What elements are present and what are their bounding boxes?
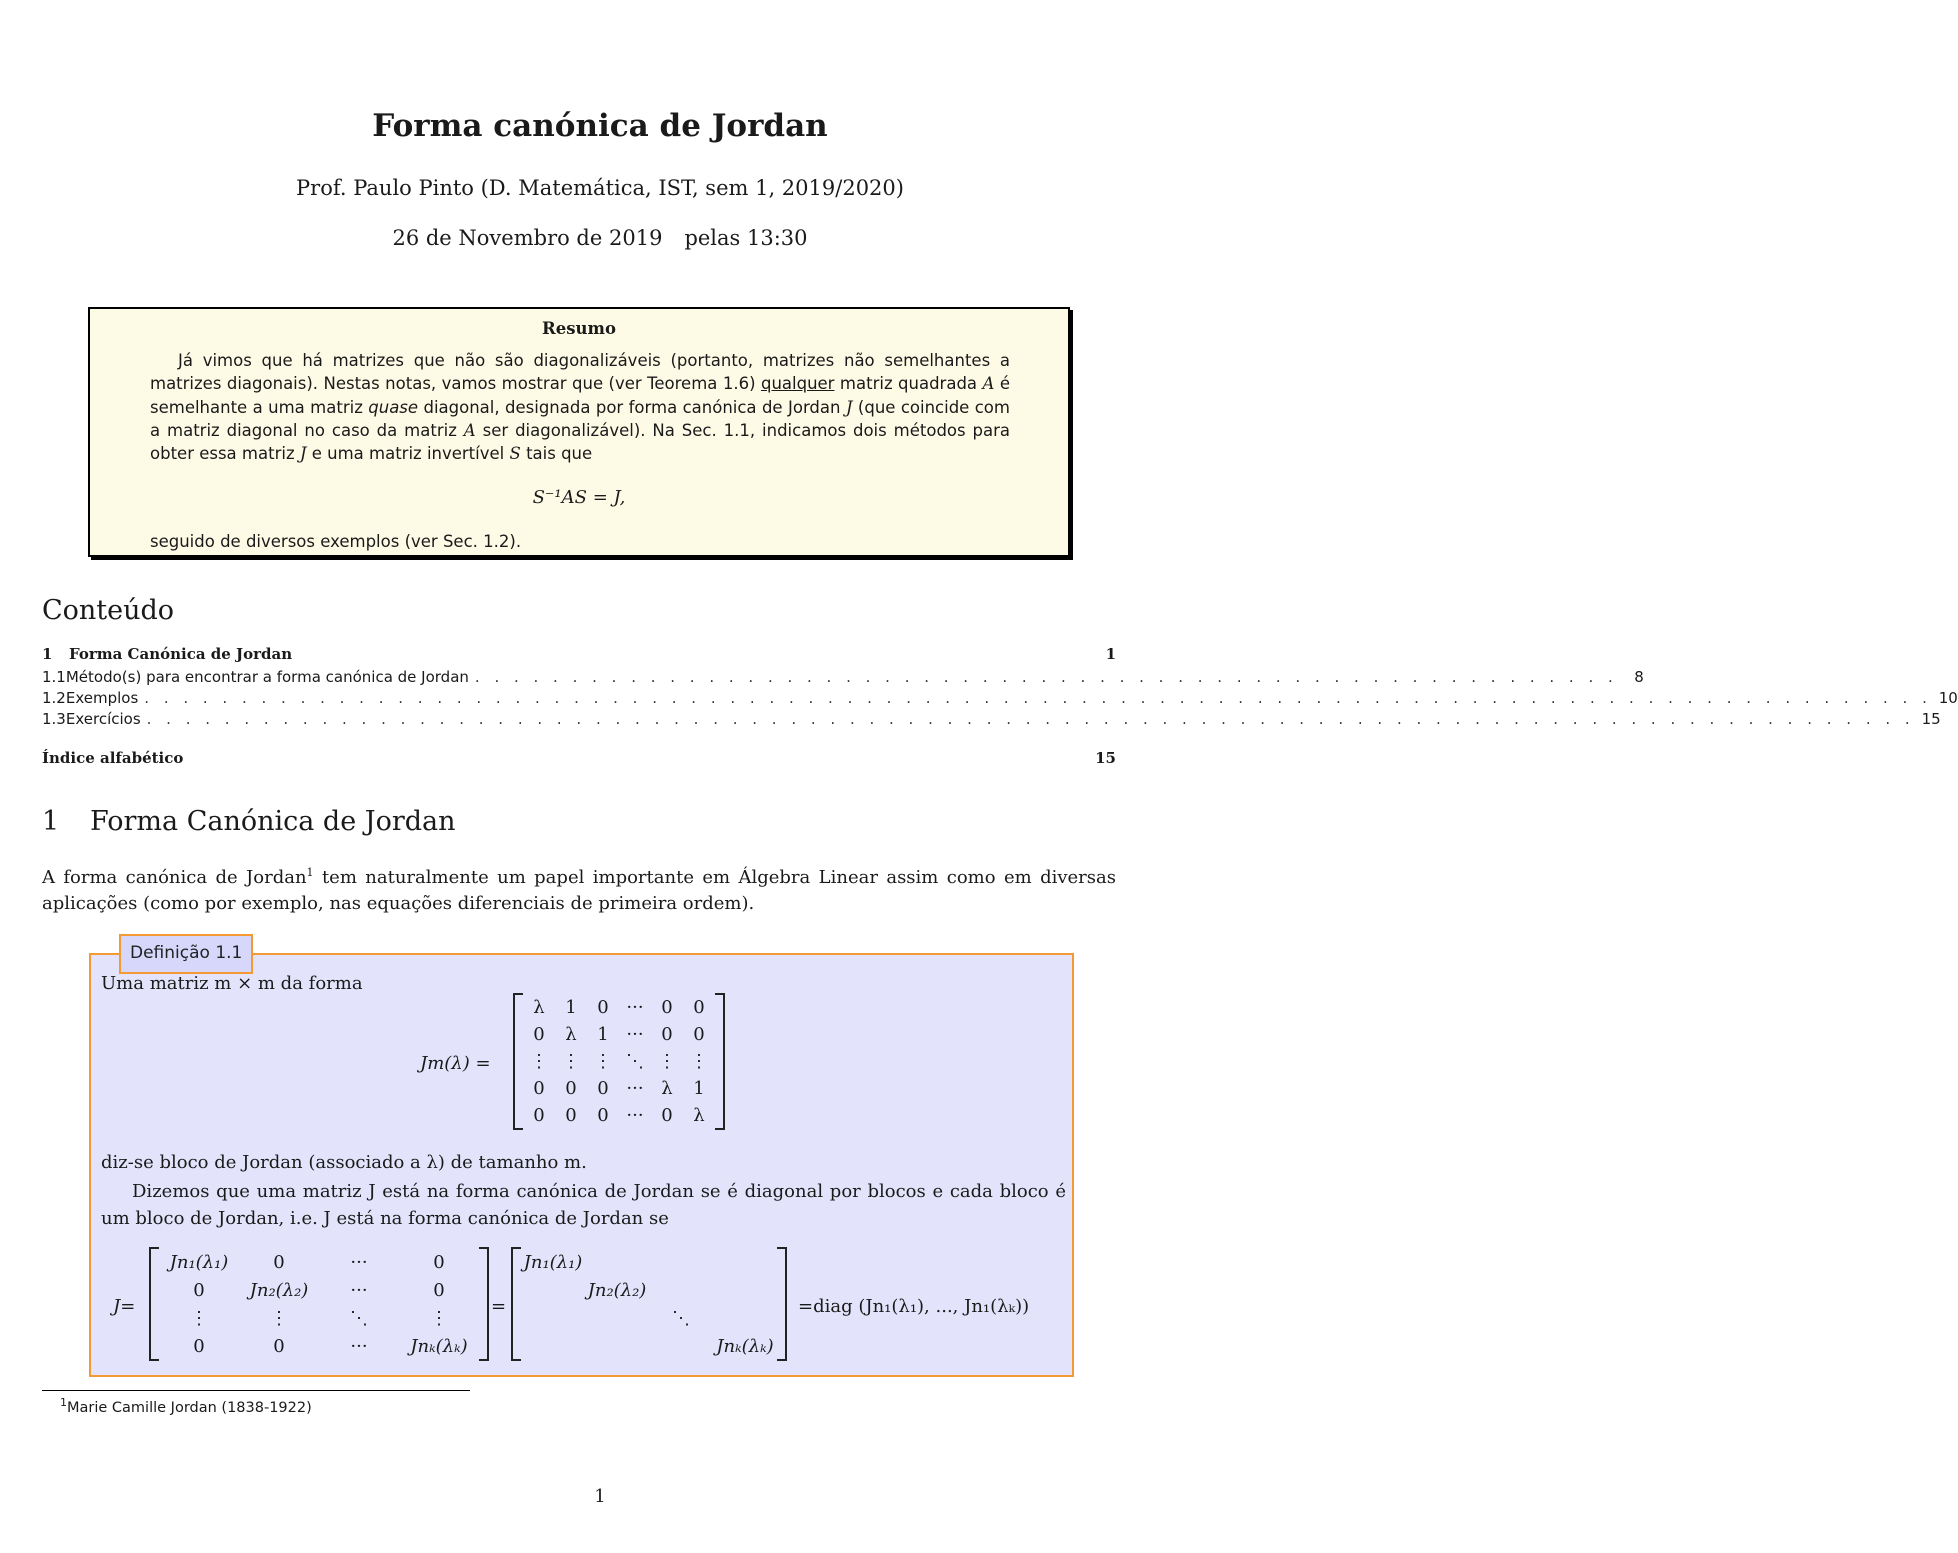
toc-label: Método(s) para encontrar a forma canónica de Jordan xyxy=(65,668,469,686)
matrix-cell: ··· xyxy=(350,1251,368,1273)
matrix-cell: ⋮ xyxy=(270,1307,288,1329)
matrix-cell: ⋮ xyxy=(530,1051,548,1072)
matrix-cell: ··· xyxy=(626,997,644,1018)
matrix-cell xyxy=(713,1276,777,1304)
matrix-cell: ⋮ xyxy=(430,1307,448,1329)
toc-entry-1-2[interactable] xyxy=(42,689,1958,709)
toc-number: 1.2 xyxy=(42,689,66,707)
author-line: Prof. Paulo Pinto (D. Matemática, IST, sem 1, 2019/2020) xyxy=(296,176,904,200)
toc-leader-dots: . . . . . . . . . . . . . . . . . . . . . . . . . . . . . . . . . . . . . . . . . . . . . . . . . . . . . . . . . . . . . . . . . . . . . . . . . . . . . . . . . . . . . . . . . . . . xyxy=(144,689,1932,707)
matrix-cell: Jn₁(λ₁) xyxy=(169,1251,229,1273)
abstract-body: Já vimos que há matrizes que não são diagonalizáveis (portanto, matrizes não semelhantes a matrizes diagonais). Nestas notas, vamos mostrar que (ver Teorema 1.6) qualquer matriz quadrada A é semelhante a uma matriz quase diagonal, designada por forma canónica de Jordan J (que coincide com a matriz diagonal no caso da matriz A ser diagonalizável). Na Sec. 1.1, indicamos dois métodos para obter essa matriz J e uma matriz invertível S tais que xyxy=(150,351,1011,464)
matrix-cell: ⋮ xyxy=(594,1051,612,1072)
matrix-cell xyxy=(521,1276,585,1304)
matrix-cell: 0 xyxy=(273,1335,285,1357)
matrix-cell: λ xyxy=(565,1024,577,1045)
footnote-text: Marie Camille Jordan (1838-1922) xyxy=(67,1399,312,1416)
date: 26 de Novembro de 2019 xyxy=(392,226,663,250)
date-line xyxy=(0,226,1200,250)
matrix-cell: 0 xyxy=(661,1024,673,1045)
matrix-cell: ··· xyxy=(626,1078,644,1099)
matrix-left-bracket xyxy=(512,1248,521,1360)
toc-entry-1-3[interactable] xyxy=(42,710,1941,730)
matrix-cell: λ xyxy=(533,997,545,1018)
underlined-word: qualquer xyxy=(760,374,835,394)
matrix-cell: 0 xyxy=(533,1105,545,1126)
matrix-cell: 0 xyxy=(193,1279,205,1301)
matrix-cell xyxy=(713,1304,777,1332)
matrix-cell: ··· xyxy=(350,1335,368,1357)
matrix-cell xyxy=(585,1304,649,1332)
toc-number: 1.1 xyxy=(42,668,66,686)
toc-entry-index[interactable] xyxy=(42,749,1116,769)
toc-leader-dots: . . . . . . . . . . . . . . . . . . . . . . . . . . . . . . . . . . . . . . . . . . . . . . . . . . . . . . . . . . . xyxy=(474,668,1618,686)
matrix-cell: 0 xyxy=(565,1105,577,1126)
matrix-cell xyxy=(521,1332,585,1360)
equals-sign: = xyxy=(491,1296,507,1317)
matrix-cell: ⋮ xyxy=(190,1307,208,1329)
matrix-cell: Jn₁(λ₁) xyxy=(523,1251,583,1273)
matrix-cell xyxy=(649,1332,713,1360)
page-number: 1 xyxy=(594,1486,606,1507)
abstract-box xyxy=(88,307,1070,557)
matrix-cell: 0 xyxy=(433,1279,445,1301)
matrix-cell: 0 xyxy=(565,1078,577,1099)
matrix-cell: ··· xyxy=(626,1024,644,1045)
matrix-cell: 1 xyxy=(693,1078,705,1099)
matrix-cell xyxy=(649,1248,713,1276)
matrix-cell: 0 xyxy=(533,1024,545,1045)
abstract-closing: seguido de diversos exemplos (ver Sec. 1.2). xyxy=(150,532,522,551)
toc-heading: Conteúdo xyxy=(42,595,175,626)
matrix-left-bracket xyxy=(514,994,523,1129)
abstract-text: Já vimos que há matrizes que não são diagonalizáveis (portanto, matrizes não semelhantes a matrizes diagonais). Nestas notas, vamos mostrar que (ver Teorema 1.6) xyxy=(150,351,1010,394)
toc-number: 1 xyxy=(42,645,53,663)
abstract-text: ser diagonalizável). Na Sec. 1.1, indicamos dois métodos para obter essa matriz xyxy=(150,420,1010,464)
jordan-form-matrix xyxy=(149,1247,489,1361)
matrix-cell xyxy=(713,1248,777,1276)
definition-line-3: Dizemos que uma matriz J está na forma canónica de Jordan se é diagonal por blocos e cada bloco é um bloco de Jordan, i.e. J está na forma canónica de Jordan se xyxy=(101,1181,1066,1229)
matrix-cell: λ xyxy=(693,1105,705,1126)
matrix-right-bracket xyxy=(715,994,724,1129)
definition-line-2: diz-se bloco de Jordan (associado a λ) de tamanho m. xyxy=(101,1152,587,1173)
matrix-cell xyxy=(521,1304,585,1332)
matrix-cell: 0 xyxy=(193,1335,205,1357)
matrix-cell: 1 xyxy=(597,1024,609,1045)
abstract-text: é semelhante a uma matriz xyxy=(150,374,1011,417)
definition-line-1: Uma matriz m × m da forma xyxy=(101,973,363,994)
definition-label: Definição 1.1 xyxy=(119,934,253,974)
abstract-text: (que coincide com a matriz diagonal no caso da matriz xyxy=(150,397,1010,440)
abstract-heading: Resumo xyxy=(542,319,616,338)
matrix-cell: 0 xyxy=(433,1251,445,1273)
matrix-cell: 0 xyxy=(693,1024,705,1045)
matrix-cell: ··· xyxy=(626,1105,644,1126)
toc-label: Exercícios xyxy=(65,710,141,728)
matrix-left-bracket xyxy=(150,1248,159,1360)
abstract-text: tais que xyxy=(526,444,593,464)
toc-page: 15 xyxy=(1921,710,1941,728)
footnote-marker[interactable]: 1 xyxy=(306,866,314,879)
matrix-cell: 1 xyxy=(565,997,577,1018)
matrix-cell: Jnₖ(λₖ) xyxy=(716,1335,774,1357)
matrix-cell: 0 xyxy=(273,1251,285,1273)
abstract-equation: S⁻¹AS = J, xyxy=(532,487,626,508)
matrix-cell: ⋮ xyxy=(562,1051,580,1072)
matrix-cell: ⋮ xyxy=(658,1051,676,1072)
matrix-cell: 0 xyxy=(597,1105,609,1126)
matrix-cell xyxy=(649,1276,713,1304)
matrix-cell: λ xyxy=(661,1078,673,1099)
matrix-cell: ⋱ xyxy=(672,1307,690,1329)
footnote-rule xyxy=(42,1390,470,1391)
section-number: 1 xyxy=(42,806,60,837)
matrix-cell: ⋮ xyxy=(690,1051,708,1072)
section-heading xyxy=(42,806,456,837)
matrix-cell: ··· xyxy=(350,1279,368,1301)
toc-entry-1-1[interactable] xyxy=(42,668,1644,688)
toc-page: 1 xyxy=(1105,645,1116,663)
matrix-cell: Jn₂(λ₂) xyxy=(587,1279,647,1301)
section-intro xyxy=(42,860,1116,917)
toc-label: Índice alfabético xyxy=(42,749,184,767)
footnote xyxy=(60,1396,312,1416)
toc-number: 1.3 xyxy=(42,710,66,728)
jordan-block-matrix xyxy=(513,993,725,1130)
jordan-diagonal-matrix xyxy=(511,1247,787,1361)
matrix-cell: 0 xyxy=(597,997,609,1018)
abstract-text: matriz quadrada xyxy=(839,374,978,394)
jordan-form-lhs: J= xyxy=(113,1296,136,1317)
matrix-cell: ⋱ xyxy=(350,1307,368,1329)
toc-leader-dots: . . . . . . . . . . . . . . . . . . . . . . . . . . . . . . . . . . . . . . . . . . . . . . . . . . . . . . . . . . . . . . . . . . . . . . . . . . . . . . . . . . . . . . . . . . . xyxy=(146,710,1915,728)
matrix-right-bracket xyxy=(479,1248,488,1360)
toc-page: 15 xyxy=(1095,749,1116,767)
time: pelas 13:30 xyxy=(684,226,808,250)
abstract-text: e uma matriz invertível xyxy=(311,444,505,464)
matrix-right-bracket xyxy=(777,1248,786,1360)
toc-page: 8 xyxy=(1634,668,1644,686)
toc-entry-section-1[interactable] xyxy=(42,645,1116,665)
diag-expression: =diag (Jn₁(λ₁), ..., Jn₁(λₖ)) xyxy=(798,1296,1030,1317)
footnote-mark: 1 xyxy=(60,1396,67,1409)
intro-text: tem naturalmente um papel importante em Álgebra Linear assim como em diversas aplicações (como por exemplo, nas equações diferenciais de primeira ordem). xyxy=(42,867,1116,914)
abstract-text: diagonal, designada por forma canónica de Jordan xyxy=(423,397,841,417)
italic-word: quase xyxy=(368,397,419,417)
toc-page: 10 xyxy=(1938,689,1958,707)
toc-label: Exemplos xyxy=(65,689,139,707)
matrix-cell xyxy=(585,1332,649,1360)
document-title: Forma canónica de Jordan xyxy=(372,108,828,144)
matrix-cell: 0 xyxy=(661,997,673,1018)
toc-label: Forma Canónica de Jordan xyxy=(69,645,293,663)
matrix-cell: ⋱ xyxy=(626,1051,644,1072)
matrix-cell: Jn₂(λ₂) xyxy=(249,1279,309,1301)
section-title: Forma Canónica de Jordan xyxy=(90,806,456,837)
matrix-cell: Jnₖ(λₖ) xyxy=(410,1335,468,1357)
intro-text: A forma canónica de Jordan xyxy=(42,867,307,888)
matrix-cell: 0 xyxy=(661,1105,673,1126)
matrix-cell: 0 xyxy=(693,997,705,1018)
matrix-cell: 0 xyxy=(597,1078,609,1099)
matrix-cell xyxy=(585,1248,649,1276)
matrix-cell: 0 xyxy=(533,1078,545,1099)
jordan-block-lhs: Jm(λ) = xyxy=(420,1053,491,1074)
